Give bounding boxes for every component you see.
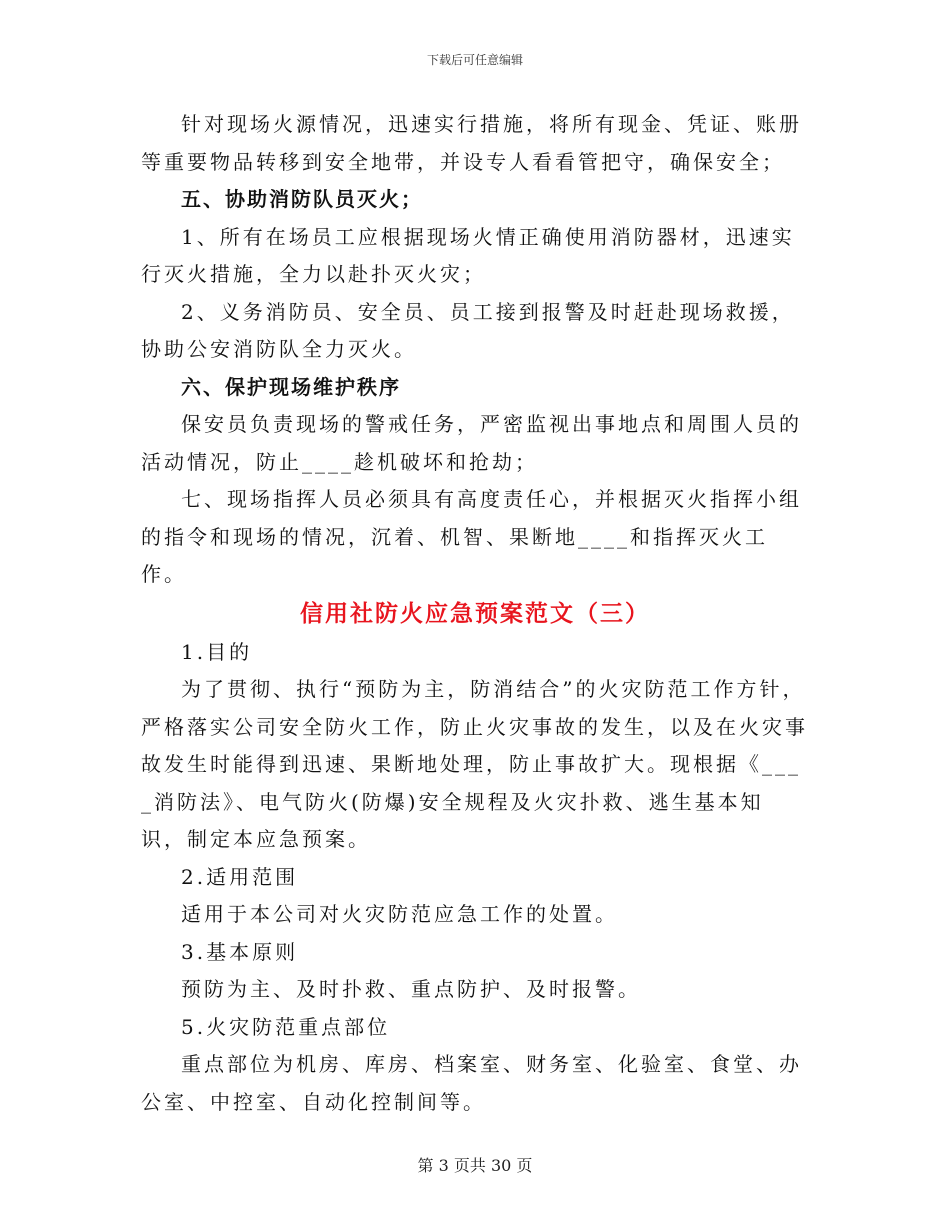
paragraph: 重点部位为机房、库房、档案室、财务室、化验室、食堂、办公室、中控室、自动化控制间等。 bbox=[141, 1052, 802, 1114]
section-heading: 1.目的 bbox=[181, 639, 253, 664]
paragraph: 保安员负责现场的警戒任务，严密监视出事地点和周围人员的活动情况，防止____趁机破坏和抢劫； bbox=[141, 412, 802, 474]
paragraph: 为了贯彻、执行“预防为主，防消结合”的火灾防范工作方针，严格落实公司安全防火工作，防止火灾事故的发生，以及在火灾事故发生时能得到迅速、果断地处理，防止事故扩大。现根据《____消防法》、电气防火(防爆)安全规程及火灾扑救、逃生基本知识，制定本应急预案。 bbox=[141, 677, 808, 851]
paragraph: 适用于本公司对火灾防范应急工作的处置。 bbox=[181, 902, 618, 926]
paragraph: 针对现场火源情况，迅速实行措施，将所有现金、凭证、账册等重要物品转移到安全地带，并设专人看看管把守，确保安全； bbox=[141, 112, 802, 174]
page-header: 下载后可任意编辑 bbox=[426, 53, 523, 67]
paragraph: 预防为主、及时扑救、重点防护、及时报警。 bbox=[181, 977, 641, 1001]
section-heading: 五、协助消防队员灭火； bbox=[181, 187, 423, 211]
paragraph: 2、义务消防员、安全员、员工接到报警及时赶赴现场救援，协助公安消防队全力灭火。 bbox=[141, 299, 795, 361]
paragraph: 七、现场指挥人员必须具有高度责任心，并根据灭火指挥小组的指令和现场的情况，沉着、机智、果断地____和指挥灭火工作。 bbox=[141, 487, 802, 586]
page-footer: 第 3 页共 30 页 bbox=[417, 1156, 533, 1175]
section-heading: 六、保护现场维护秩序 bbox=[181, 374, 401, 399]
section-heading: 3.基本原则 bbox=[181, 939, 299, 964]
document-title: 信用社防火应急预案范文（三） bbox=[300, 599, 650, 627]
paragraph: 1、所有在场员工应根据现场火情正确使用消防器材，迅速实行灭火措施，全力以赴扑灭火灾； bbox=[141, 224, 795, 286]
section-after-title bbox=[141, 634, 809, 1122]
section-heading: 5.火灾防范重点部位 bbox=[181, 1014, 391, 1039]
document-body bbox=[141, 106, 809, 1121]
section-before-title bbox=[141, 106, 809, 594]
section-heading: 2.适用范围 bbox=[181, 864, 299, 889]
